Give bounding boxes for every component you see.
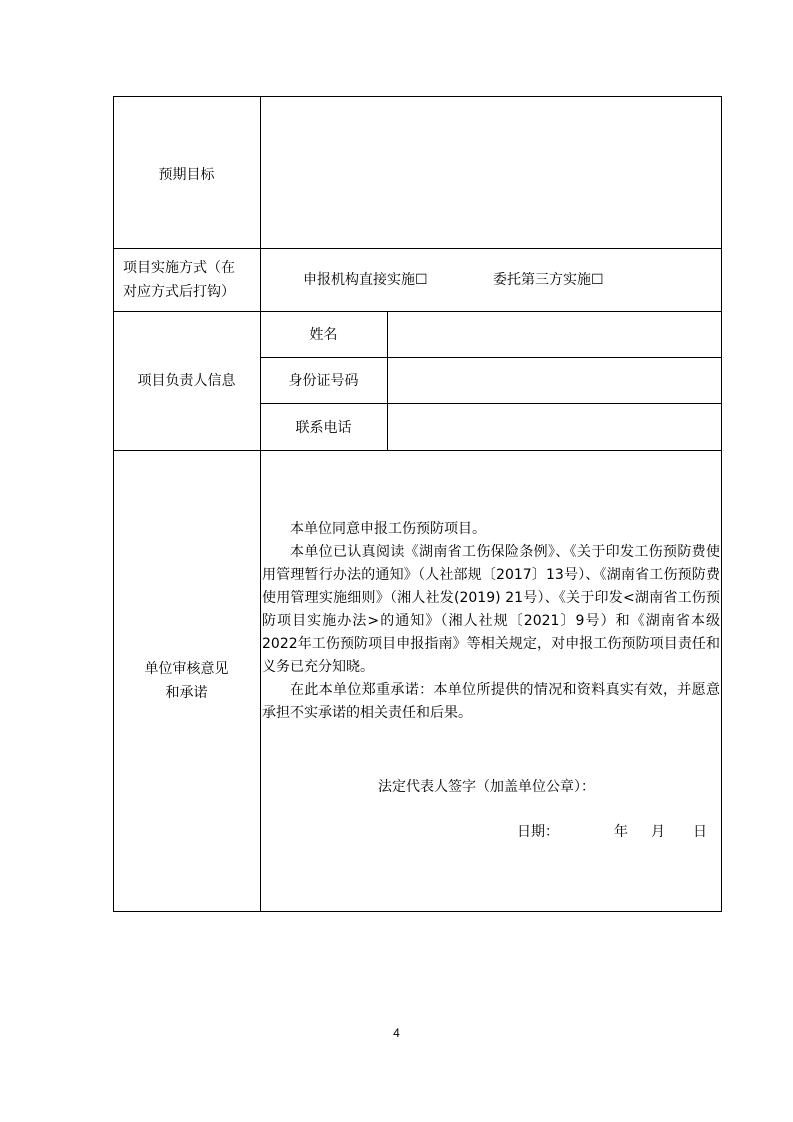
date-month-label: 月 (651, 824, 665, 840)
signature-label: 法定代表人签字（加盖单位公章）： (378, 779, 595, 795)
date-label: 日期： (517, 824, 559, 840)
row-divider-goal (113, 248, 722, 249)
implementation-label-line2: 对应方式后打钩） (123, 284, 235, 300)
row-divider-implementation (113, 311, 722, 312)
leader-name-label: 姓名 (309, 327, 338, 343)
row-divider-id (260, 403, 722, 404)
row-divider-leader (113, 450, 722, 451)
review-label-line1: 单位审核意见 (144, 661, 229, 677)
commitment-text (262, 518, 720, 725)
date-day-label: 日 (693, 824, 707, 840)
review-label-line2: 和承诺 (165, 685, 208, 701)
expected-goal-label: 预期目标 (158, 167, 215, 183)
implementation-label-line1: 项目实施方式（在 (123, 260, 235, 276)
implementation-option-third-party[interactable]: 委托第三方实施☐ (493, 272, 604, 288)
page-number: 4 (393, 1026, 400, 1040)
leader-phone-label: 联系电话 (295, 420, 352, 436)
column-divider-leader (387, 311, 388, 450)
column-divider-main (260, 96, 261, 912)
commitment-paragraph-3: 在此本单位郑重承诺：本单位所提供的情况和资料真实有效，并愿意承担不实承诺的相关责任和后果。 (262, 682, 720, 721)
leader-id-label: 身份证号码 (288, 373, 359, 389)
leader-info-label: 项目负责人信息 (137, 373, 236, 389)
date-year-label: 年 (614, 824, 628, 840)
commitment-paragraph-2: 本单位已认真阅读《湖南省工伤保险条例》、《关于印发工伤预防费使用管理暂行办法的通知》（人社部规〔2017〕13号）、《湖南省工伤预防费使用管理实施细则》（湘人社发(2019) 21号）、《关于印发<湖南省工伤预防项目实施办法>的通知》（湘人社规〔2021〕9号）和《湖南省本级2022年工伤预防项目申报指南》等相关规定，对申报工伤预防项目责任和义务已充分知晓。 (262, 544, 720, 675)
row-divider-name (260, 357, 722, 358)
commitment-paragraph-1: 本单位同意申报工伤预防项目。 (290, 521, 486, 537)
implementation-option-direct[interactable]: 申报机构直接实施☐ (303, 272, 428, 288)
